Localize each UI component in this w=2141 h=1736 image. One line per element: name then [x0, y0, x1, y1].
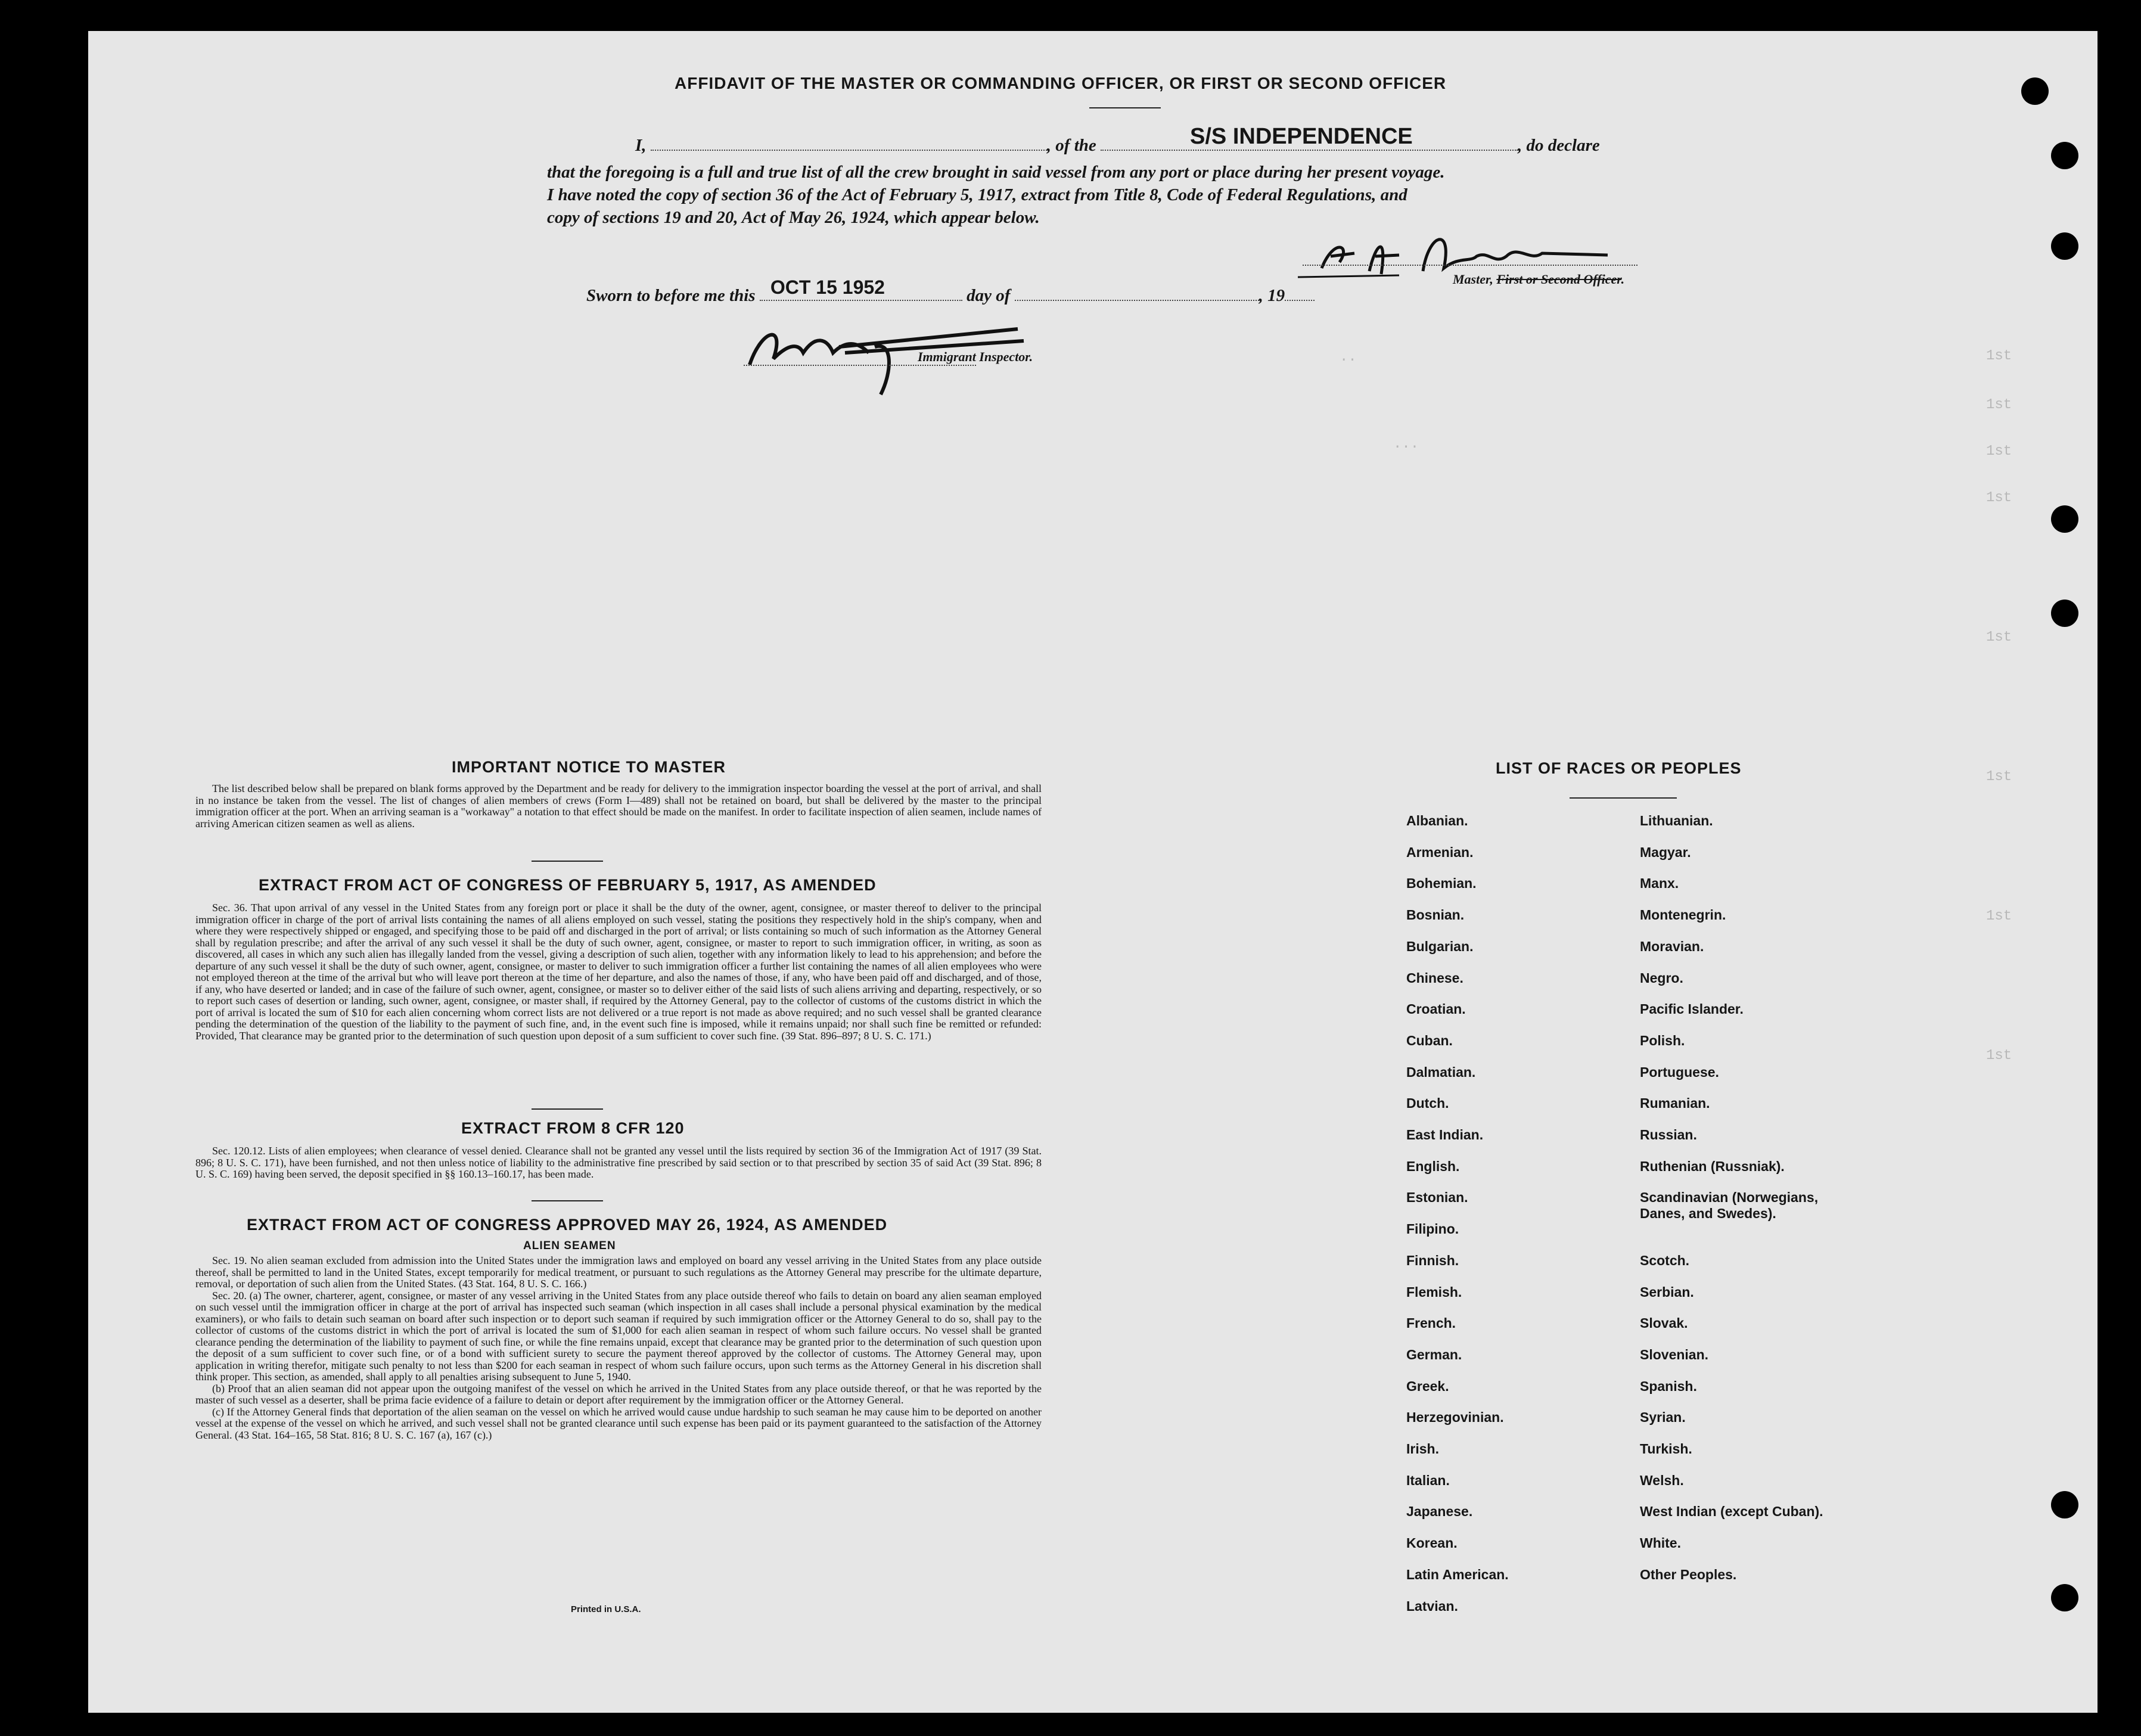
race-item: Negro. — [1640, 970, 1683, 986]
race-item: Montenegrin. — [1640, 907, 1726, 923]
binder-hole — [2051, 505, 2078, 533]
race-item: Other Peoples. — [1640, 1566, 1737, 1582]
notice-paragraph: The list described below shall be prepared on blank forms approved by the Department and be ready for delivery to the immigration inspector boarding the vessel at the port of arrival, and shall in no instance be taken from the vessel. The list of changes of alien members of crews (Form I—489) shall not be retained on board, but shall be delivered by the master to the principal immigration officer at the port. When an arriving seaman is a "workaway" a notation to that effect should be made on the manifest. In order to facilitate inspection of alien seamen, include names of arriving American citizen seamen as well as aliens. — [195, 782, 1042, 830]
race-item: Turkish. — [1640, 1441, 1692, 1456]
race-item: Latvian. — [1406, 1598, 1458, 1614]
race-item: Croatian. — [1406, 1001, 1466, 1017]
extract-cfr-body — [195, 1145, 1042, 1181]
officer-name-blank — [651, 150, 1047, 151]
inspector-label: Immigrant Inspector. — [918, 349, 1033, 364]
sec-19-paragraph: Sec. 19. No alien seaman excluded from admission into the United States under the immigration laws and employed on board any vessel arriving in the United States from any place outside thereof, shall be permitted to land in the United States, except temporarily for medical treatment, or pursuant to such regulations as the Attorney General may prescribe for the ultimate departure, removal, or deportation of such alien from the United States. (43 Stat. 164, 8 U. S. C. 166.) — [195, 1254, 1042, 1290]
struck-officer-label: First or Second Officer — [1496, 272, 1621, 287]
race-item: German. — [1406, 1346, 1462, 1362]
race-item: Russian. — [1640, 1127, 1697, 1142]
year-label: , 19 — [1259, 286, 1285, 305]
race-item: Cuban. — [1406, 1032, 1453, 1048]
extract-1924-title: EXTRACT FROM ACT OF CONGRESS APPROVED MAY 26, 1924, AS AMENDED — [247, 1216, 888, 1234]
sec-120-paragraph: Sec. 120.12. Lists of alien employees; when clearance of vessel denied. Clearance shall not be granted any vessel until the lists required by section 36 of the Immigration Act of 1917 (39 Stat. 896; 8 U. S. C. 171), have been furnished, and not then unless notice of liability to the administrative fine prescribed by said section or to that prescribed by section 35 of said Act (39 Stat. 896; 8 U. S. C. 169) having been served, the deposit specified in §§ 160.13–160.17, has been made. — [195, 1145, 1042, 1180]
of-the-label: , of the — [1046, 136, 1096, 155]
race-item: Bohemian. — [1406, 875, 1477, 892]
extract-cfr-title: EXTRACT FROM 8 CFR 120 — [461, 1119, 685, 1137]
race-item: Estonian. — [1406, 1190, 1468, 1206]
race-item: Bulgarian. — [1406, 938, 1474, 954]
race-item: Armenian. — [1406, 844, 1474, 860]
race-item: Lithuanian. — [1640, 813, 1713, 828]
vessel-name-blank — [1101, 124, 1518, 151]
race-item: Flemish. — [1406, 1284, 1462, 1300]
race-item: Portuguese. — [1640, 1064, 1719, 1080]
declaration-text — [547, 161, 1757, 229]
day-of-label: day of — [967, 286, 1011, 305]
master-title — [1453, 272, 1624, 287]
sec-20c-paragraph: (c) If the Attorney General finds that deportation of the alien seaman on the vessel on which he arrived would cause undue hardship to such seaman he may cause him to be deported on another vessel at the expense of the vessel on which he arrived, and such vessel shall not be granted clearance until such expense has been paid or its payment guaranteed to the satisfaction of the Attorney General. (43 Stat. 164–165, 58 Stat. 816; 8 U. S. C. 167 (a), 167 (c).) — [195, 1405, 1042, 1441]
binder-hole — [2051, 1584, 2078, 1611]
divider-2 — [532, 1108, 603, 1110]
declaration-line-2: that the foregoing is a full and true list of all the crew brought in said vessel from any port or place during her present voyage. — [547, 163, 1445, 182]
race-item: Filipino. — [1406, 1221, 1459, 1237]
race-item: Finnish. — [1406, 1252, 1459, 1268]
race-item: Rumanian. — [1640, 1095, 1710, 1111]
race-item: Italian. — [1406, 1472, 1450, 1488]
race-item: Herzegovinian. — [1406, 1409, 1504, 1426]
printed-in-usa: Printed in U.S.A. — [571, 1604, 641, 1614]
race-item: Greek. — [1406, 1378, 1449, 1394]
race-item: Bosnian. — [1406, 907, 1465, 923]
race-item: Slovak. — [1640, 1315, 1688, 1331]
race-item: Korean. — [1406, 1535, 1458, 1551]
alien-seamen-subtitle: ALIEN SEAMEN — [523, 1240, 616, 1252]
sworn-line — [586, 277, 1315, 306]
notice-title: IMPORTANT NOTICE TO MASTER — [452, 758, 726, 776]
year-blank — [1285, 300, 1315, 301]
declare-line — [635, 124, 1600, 156]
declaration-line-3: I have noted the copy of section 36 of the Act of February 5, 1917, extract from Title 8, Code of Federal Regulations, and — [547, 185, 1407, 204]
sworn-date-blank — [760, 277, 962, 301]
extract-1924-body — [195, 1255, 1042, 1441]
race-item: Spanish. — [1640, 1378, 1697, 1394]
races-title: LIST OF RACES OR PEOPLES — [1496, 759, 1742, 777]
races-underline — [1570, 797, 1677, 799]
race-item: Moravian. — [1640, 938, 1704, 954]
race-item: Syrian. — [1640, 1409, 1686, 1426]
race-item: Slovenian. — [1640, 1346, 1709, 1362]
binder-hole — [2051, 232, 2078, 260]
sec-20b-paragraph: (b) Proof that an alien seaman did not appear upon the outgoing manifest of the vessel on which he arrived in the United States from any place outside thereof, or that he was reported by the master of such vessel as a deserter, shall be prima facie evidence of a failure to detain or deport after requirement by the immigration officer or the Attorney General. — [195, 1382, 1042, 1406]
binder-hole — [2051, 142, 2078, 169]
race-item: White. — [1640, 1535, 1681, 1551]
binder-hole — [2021, 77, 2049, 105]
race-item: Latin American. — [1406, 1566, 1509, 1582]
binder-hole — [2051, 1491, 2078, 1518]
master-label: Master, — [1453, 272, 1493, 287]
do-declare-label: , do declare — [1518, 136, 1600, 155]
race-item: Irish. — [1406, 1441, 1439, 1456]
document-page: 1st 1st 1st 1st 1st 1st 1st 1st .. ... AFFIDAVIT OF THE MASTER OR COMMANDING OFFICER, OR FIRST OR SECOND OFFICER I, , of the S/S INDEPENDENCE , do declare that the foregoing is a full and true list of all the crew brought in said vessel from any port or place during her present voyage. I have noted the copy of section 36 of the Act of February 5, 1917, extract from Title 8, Code of Federal Regulations, and copy of sections 19 and 20, Act of May 26, 1924, which appear below. Master, First or Second Officer. Sworn to before me this OCT 15 1952 day of , 19 Immigrant Inspector. IMPORTANT NOTICE TO MASTER The list described below shall be prepared on blank forms approved by the Department and be ready for delivery to the immigration inspector boarding the vessel at the port of arrival, and shall in no instance be taken from the vessel. The list of changes of alien members of crews (Form I—489) shall not be retained on board, but shall be delivered by the master to the principal immigration officer at the port. When an arriving seaman is a "workaway" a notation to that effect should be made on the manifest. In order to facilitate inspection of alien seamen, include names of arriving American citizen seamen as well as aliens. EXTRACT FROM ACT OF CONGRESS OF FEBRUARY 5, 1917, AS AMENDED Sec. 36. That upon arrival of any vessel in the United States from any foreign port or place it shall be the duty of the owner, agent, consignee, or master thereof to deliver to the principal immigration officer in charge of the port of arrival lists containing the names of all aliens employed on such vessel, stating the positions they respectively hold in the ship's company, when and where they were respectively shipped or engaged, and specifying those to be paid off and discharged in the port of arrival; or lists containing so much of such information as the Attorney General shall by regulation prescribe; and after the arrival of any such vessel it shall be the duty of such owner, agent, consignee, or master to report to such immigration officer, in writing, as soon as discovered, all cases in which any such alien has illegally landed from the vessel, giving a description of such alien, together with any information likely to lead to his apprehension; and before the departure of any such vessel it shall be the duty of such owner, agent, consignee, or master to deliver to such immigration officer a further list containing the names of all alien employees who were not employed thereon at the time of the arrival but who will leave port thereon at the time of her departure, and also the names of those, if any, who have been paid off and discharged, and of those, if any, who have deserted or landed; and in case of the failure of such owner, agent, consignee, or master so to deliver either of the said lists of such aliens arriving and departing, respectively, or so to report such cases of desertion or landing, such owner, agent, consignee, or master shall, if required by the Attorney General, pay to the collector of customs of the customs district in which the port of arrival is located the sum of $10 for each alien concerning whom correct lists are not delivered or a true report is not made as above required; and no such vessel shall be granted clearance pending the determination of the question of the liability to the payment of such fine, and, in the event such fine is imposed, while it remains unpaid; nor shall such fine be remitted or refunded: Provided, That clearance may be granted prior to the determination of such question upon deposit of a sum sufficient to cover such fine. (39 Stat. 896–897; 8 U. S. C. 171.) EXTRACT FROM 8 CFR 120 Sec. 120.12. Lists of alien employees; when clearance of vessel denied. Clearance shall not be granted any vessel until the lists required by section 36 of the Immigration Act of 1917 (39 Stat. 896; 8 U. S. C. 171), have been furnished, and not then unless notice of liability to the administrative fine prescribed by said section or to that prescribed by section 35 of said Act (39 Stat. 896; 8 U. S. C. 169) having been served, the deposit specified in §§ 160.13–160.17, has been made. EXTRACT FROM ACT OF CONGRESS APPROVED MAY 26, 1924, AS AMENDED ALIEN SEAMEN Sec. 19. No alien seaman excluded from admission into the United States under the immigration laws and employed on board any vessel arriving in the United States from any place outside thereof, shall be permitted to land in the United States, except temporarily for medical treatment, or pursuant to such regulations as the Attorney General may prescribe for the ultimate departure, removal, or deportation of such alien from the United States. (43 Stat. 164, 8 U. S. C. 166.) Sec. 20. (a) The owner, charterer, agent, consignee, or master of any vessel arriving in the United States from any place outside thereof who fails to detain on board any alien seaman employed on such vessel until the immigration officer in charge at the port of arrival has inspected such seaman (which inspection in all cases shall include a personal physical examination by the medical examiners), or who fails to detain such seaman on board after such inspection or to deport such seaman if required by such immigration officer or the Attorney General to do so, shall pay to the collector of customs of the customs district in which the port of arrival is located the sum of $1,000 for each alien seaman in respect of whom such failure occurs. No vessel shall be granted clearance pending the determination of the liability to payment of such fine, or while the fine remains unpaid, except that clearance may be granted prior to the determination of such question upon the deposit of a sum sufficient to cover such fine, or of a bond with sufficient surety to secure the payment thereof approved by the collector of customs. The Attorney General may, upon application in writing therefor, mitigate such penalty to not less than $200 for each seaman in respect of whom such failure occurs, upon such terms as the Attorney General in his discretion shall think proper. This section, as amended, shall apply to all penalties arising subsequent to June 5, 1940. (b) Proof that an alien seaman did not appear upon the outgoing manifest of the vessel on which he arrived in the United States from any place outside thereof, or that he was reported by the master of such vessel as a deserter, shall be prima facie evidence of a failure to detain or deport after requirement by the immigration officer or the Attorney General. (c) If the Attorney General finds that deportation of the alien seaman on the vessel on which he arrived would cause undue hardship to such seaman he may cause him to be deported on another vessel at the expense of the vessel on which he arrived, and such vessel shall not be granted clearance until such expense has been paid or its payment guaranteed to the satisfaction of the Attorney General. (43 Stat. 164–165, 58 Stat. 816; 8 U. S. C. 167 (a), 167 (c).) Printed in U.S.A. LIST OF RACES OR PEOPLES Albanian. Armenian. Bohemian. Bosnian. Bulgarian. Chinese. Croatian. Cuban. Dalmatian. Dutch. East Indian. English. Estonian. Filipino. Finnish. Flemish. French. German. Greek. Herzegovinian. Irish. Italian. Japanese. Korean. Latin American. Latvian. Lithuanian. Magyar. Manx. Montenegrin. Moravian. Negro. Pacific Islander. Polish. Portuguese. Rumanian. Russian. Ruthenian (Russniak). Scandinavian (Norwegians, Danes, and Swedes). Scotch. Serbian. Slovak. Slovenian. Spanish. Syrian. Turkish. Welsh. West Indian (except Cuban). White. Other Peoples. — [88, 31, 2098, 1713]
inspector-signature-line — [744, 365, 976, 366]
sec-36-paragraph: Sec. 36. That upon arrival of any vessel in the United States from any foreign port or place it shall be the duty of the owner, agent, consignee, or master thereof to deliver to the principal immigration officer in charge of the port of arrival lists containing the names of all aliens employed on such vessel, stating the positions they respectively hold in the ship's company, when and where they were respectively shipped or engaged, and specifying those to be paid off and discharged in the port of arrival; or lists containing so much of such information as the Attorney General shall by regulation prescribe; and after the arrival of any such vessel it shall be the duty of such owner, agent, consignee, or master to report to such immigration officer, in writing, as soon as discovered, all cases in which any such alien has illegally landed from the vessel, giving a description of such alien, together with any information likely to lead to his apprehension; and before the departure of any such vessel it shall be the duty of such owner, agent, consignee, or master to deliver to such immigration officer a further list containing the names of all alien employees who were not employed thereon at the time of the arrival but who will leave port thereon at the time of her departure, and also the names of those, if any, who have been paid off and discharged, and of those, if any, who have deserted or landed; and in case of the failure of such owner, agent, consignee, or master so to deliver either of the said lists of such aliens arriving and departing, respectively, or so to report such cases of desertion or landing, such owner, agent, consignee, or master shall, if required by the Attorney General, pay to the collector of customs of the customs district in which the port of arrival is located the sum of $10 for each alien concerning whom correct lists are not delivered or a true report is not made as above required; and no such vessel shall be granted clearance pending the determination of the question of the liability to the payment of such fine, and, in the event such fine is imposed, while it remains unpaid; nor shall such fine be remitted or refunded: Provided, That clearance may be granted prior to the determination of such question upon deposit of a sum sufficient to cover such fine. (39 Stat. 896–897; 8 U. S. C. 171.) — [195, 902, 1042, 1042]
race-item: Scotch. — [1640, 1252, 1690, 1268]
binder-hole — [2051, 600, 2078, 627]
divider-3 — [532, 1200, 603, 1201]
extract-1917-title: EXTRACT FROM ACT OF CONGRESS OF FEBRUARY 5, 1917, AS AMENDED — [259, 876, 877, 894]
divider-1 — [532, 861, 603, 862]
race-item: Japanese. — [1406, 1504, 1473, 1520]
race-item: Dalmatian. — [1406, 1064, 1476, 1080]
race-item: Ruthenian (Russniak). — [1640, 1158, 1785, 1174]
race-item: English. — [1406, 1158, 1460, 1174]
heading-underline — [1089, 107, 1161, 108]
race-item: Magyar. — [1640, 844, 1691, 860]
race-item: West Indian (except Cuban). — [1640, 1504, 1823, 1520]
extract-1917-body — [195, 902, 1042, 1042]
race-item: Serbian. — [1640, 1284, 1694, 1300]
race-item: Polish. — [1640, 1032, 1685, 1048]
sworn-date-stamp: OCT 15 1952 — [770, 277, 885, 298]
notice-body — [195, 783, 1042, 830]
race-item: Albanian. — [1406, 813, 1468, 828]
month-blank — [1015, 300, 1259, 301]
race-item: Chinese. — [1406, 970, 1463, 986]
declaration-line-4: copy of sections 19 and 20, Act of May 26, 1924, which appear below. — [547, 208, 1040, 227]
race-item: Dutch. — [1406, 1095, 1449, 1111]
race-item: Scandinavian (Norwegians, Danes, and Swedes). — [1640, 1190, 1819, 1222]
sec-20a-paragraph: Sec. 20. (a) The owner, charterer, agent, consignee, or master of any vessel arriving in the United States from any place outside thereof who fails to detain on board any alien seaman employed on such vessel until the immigration officer in charge at the port of arrival has inspected such seaman (which inspection in all cases shall include a personal physical examination by the medical examiners), or who fails to detain such seaman on board after such inspection or to deport such seaman if required by such immigration officer or the Attorney General to do so, shall pay to the collector of customs of the customs district in which the port of arrival is located the sum of $1,000 for each alien seaman in respect of whom such failure occurs. No vessel shall be granted clearance pending the determination of the liability to payment of such fine, or while the fine remains unpaid, except that clearance may be granted prior to the determination of such question upon the deposit of a sum sufficient to cover such fine, or of a bond with sufficient surety to secure the payment thereof approved by the collector of customs. The Attorney General may, upon application in writing therefor, mitigate such penalty to not less than $200 for each seaman in respect of whom such failure occurs, upon such terms as the Attorney General in his discretion shall think proper. This section, as amended, shall apply to all penalties arising subsequent to June 5, 1940. — [195, 1289, 1042, 1383]
race-item: French. — [1406, 1315, 1456, 1331]
affidavit-heading: AFFIDAVIT OF THE MASTER OR COMMANDING OFFICER, OR FIRST OR SECOND OFFICER — [675, 74, 1447, 92]
race-item: Manx. — [1640, 875, 1679, 892]
master-title-end: . — [1621, 272, 1625, 287]
vessel-name: S/S INDEPENDENCE — [1190, 124, 1413, 149]
race-item: Welsh. — [1640, 1472, 1684, 1488]
race-item: Pacific Islander. — [1640, 1001, 1744, 1017]
master-signature-line — [1303, 265, 1637, 266]
i-label: I, — [635, 136, 647, 155]
sworn-label: Sworn to before me this — [586, 286, 756, 305]
race-item: East Indian. — [1406, 1127, 1484, 1142]
